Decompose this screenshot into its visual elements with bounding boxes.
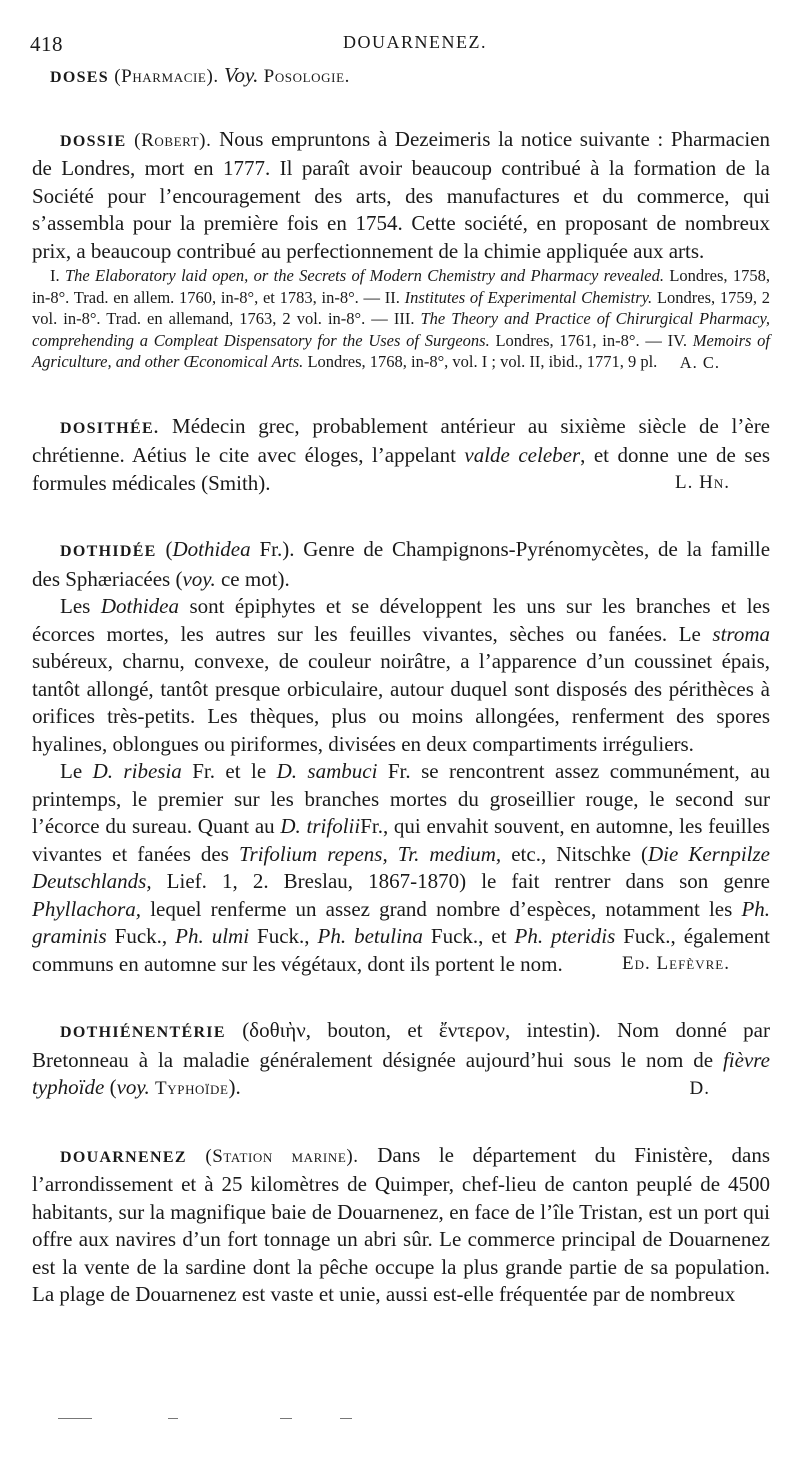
dossie-bibliography bbox=[32, 265, 770, 373]
headword-douarnenez: DOUARNENEZ bbox=[60, 1148, 187, 1166]
biblio-title-2: Institutes of Experimental Chemistry. bbox=[404, 287, 653, 307]
biblio-pub-2: Londres, 1759, 2 vol. in-8°. Trad. en allemand, 1763, 2 vol. in-8°. — bbox=[32, 287, 771, 328]
dothidee-p1-text-2: sont épiphytes et se développent les uns sur les branches et les écorces mortes, les autres sur les feuilles vivantes, sèches ou fanées. Le bbox=[32, 594, 771, 646]
dothidee-p2-text-4: Fr., qui envahit souvent, en automne, les feuilles vivantes et fanées des bbox=[32, 814, 770, 866]
headword-dosithee: DOSITHÉE. bbox=[60, 419, 160, 437]
footer-mark bbox=[340, 1418, 352, 1419]
dothidee-p2-species-2: D. sambuci bbox=[276, 759, 378, 783]
douarnenez-text: Dans le département du Finistère, dans l’arrondissement et à 25 kilomètres de Quimper, chef-lieu de canton peuplé de 4500 habitants, sur la magnifique baie de Douarnenez, en face de l’île Tristan, est un port qui offre aux navires d’un fort tonnage un abri sûr. Le commerce principal de Douarnenez est la vente de la sardine dont la pêche occupe la plus grande partie de sa population. La plage de Douarnenez est vaste et unie, aussi est-elle fréquentée par de nombreux bbox=[32, 1142, 771, 1306]
dothidee-p2-text-1: Le bbox=[60, 759, 83, 783]
signature-dothienenterie: D. bbox=[689, 1077, 710, 1099]
dothidee-p1-genus: Dothidea bbox=[100, 594, 179, 618]
entry-doses bbox=[32, 62, 770, 92]
dothienenterie-voy: voy. bbox=[116, 1075, 150, 1099]
footer-mark bbox=[280, 1418, 292, 1419]
dothidee-p2-species-6: Ph. graminis bbox=[32, 896, 771, 948]
dothidee-p2-text-6: Lief. 1, 2. Breslau, 1867-1870) le fait rentrer dans son genre bbox=[166, 869, 771, 893]
entry-dosithee bbox=[32, 413, 770, 497]
headword-dossie: DOSSIE bbox=[60, 132, 127, 150]
dothidee-p2-text-9: Fuck., bbox=[257, 924, 310, 948]
headword-dothidee: DOTHIDÉE bbox=[60, 543, 157, 560]
dothienenterie-voy-open: ( bbox=[109, 1075, 117, 1099]
dothienenterie-etymology: (δοθιὴν, bouton, et ἔντερον, intestin). bbox=[242, 1018, 601, 1042]
biblio-title-4: Memoirs of Agriculture, and other Œconomical Arts. bbox=[32, 330, 770, 371]
doses-voy: Voy. bbox=[223, 63, 259, 87]
dothidee-p2-text-5: etc., Nitschke ( bbox=[511, 841, 648, 866]
dothidee-p2-text-2: Fr. et le bbox=[192, 759, 267, 783]
footer-mark bbox=[168, 1418, 178, 1419]
biblio-pub-1: Londres, 1758, in-8°. Trad. en allem. 1760, in-8°, et 1783, in-8°. — bbox=[32, 266, 771, 307]
dossie-name: (Robert). bbox=[134, 129, 212, 151]
dothidee-p2-species-8: Ph. betulina bbox=[317, 924, 423, 948]
dothidee-p2-species-7: Ph. ulmi bbox=[175, 924, 250, 948]
biblio-num-4: IV. bbox=[667, 330, 687, 350]
dothidee-def-1: Genre de Champignons-Pyrénomycètes, de la famille des Sphæriacées ( bbox=[32, 537, 771, 591]
headword-doses: DOSES bbox=[50, 69, 109, 86]
footer-mark bbox=[58, 1418, 92, 1419]
biblio-title-3: The Theory and Practice of Chirurgical Pharmacy, comprehending a Compleat Dispensatory for the Uses of Surgeons. bbox=[32, 309, 771, 350]
signature-dosithee: L. Hn. bbox=[675, 472, 730, 493]
dothidee-p2-text-8: Fuck., bbox=[114, 924, 168, 948]
running-title: DOUARNENEZ. bbox=[343, 32, 487, 52]
dosithee-text-1: Médecin grec, probablement antérieur au sixième siècle de l’ère chrétienne. Aétius le cite avec éloges, l’appelant bbox=[32, 413, 771, 467]
dothidee-p1-stroma: stroma bbox=[712, 621, 770, 646]
dothidee-p2-text-10: Fuck., et bbox=[430, 924, 507, 948]
doses-ref: Posologie. bbox=[263, 66, 350, 87]
biblio-pub-4: Londres, 1768, in-8°, vol. I ; vol. II, ibid., 1771, 9 pl. bbox=[307, 352, 658, 371]
biblio-title-1: The Elaboratory laid open, or the Secrets of Modern Chemistry and Pharmacy revealed. bbox=[64, 266, 664, 285]
page-number: 418 bbox=[30, 32, 63, 56]
dossie-text: Nous empruntons à Dezeimeris la notice suivante : Pharmacien de Londres, mort en 1777. Il paraît avoir beaucoup contribué à la formation de la Société pour l’encouragement des arts, des manufactures et du commerce, qui s’assembla pour la première fois en 1754. Cette société, en proposant de nombreux prix, a beaucoup contribué au perfectionnement de la chimie appliquée aux arts. bbox=[32, 126, 771, 263]
dothidee-genus: Dothidea bbox=[172, 537, 251, 561]
biblio-num-3: III. bbox=[393, 309, 415, 328]
dothidee-genus-close: Fr.). bbox=[259, 537, 295, 561]
entry-douarnenez bbox=[32, 1142, 770, 1309]
doses-label: (Pharmacie). bbox=[114, 66, 219, 87]
dothidee-p2-species-5: Phyllachora, bbox=[32, 896, 142, 921]
dothidee-p2-text-11: Fuck., également communs en automne sur les végétaux, dont ils portent le nom. bbox=[32, 924, 771, 976]
dosithee-latin: valde celeber bbox=[464, 443, 581, 467]
dothienenterie-ref: Typhoïde bbox=[155, 1078, 229, 1099]
entry-dothienenterie bbox=[32, 1017, 770, 1102]
dosithee-text-2: , et donne une de ses formules médicales (Smith). bbox=[32, 443, 770, 495]
douarnenez-label: (Station marine). bbox=[205, 1145, 359, 1167]
dothidee-p1-text-1: Les bbox=[60, 594, 91, 618]
footer-rule-marks bbox=[58, 1418, 358, 1424]
biblio-num-1: I. bbox=[50, 266, 60, 285]
dothidee-p1-text-3: subéreux, charnu, convexe, de couleur noirâtre, a l’apparence d’un coussinet épais, tantôt allongé, tantôt presque orbiculaire, autour duquel sont disposés des périthèces à orifices très-petits. Les thèques, plus ou moins allongées, renferment des spores hyalines, oblongues ou piriformes, divisées en deux compartiments irréguliers. bbox=[32, 649, 770, 756]
entry-dothidee bbox=[32, 536, 770, 977]
dothidee-genus-open: ( bbox=[165, 537, 173, 561]
dothidee-p2-text-7: lequel renferme un assez grand nombre d’espèces, notamment les bbox=[150, 896, 733, 921]
dothienenterie-text: Nom donné par Bretonneau à la maladie généralement désignée aujourd’hui sous le nom de bbox=[32, 1018, 770, 1072]
dothidee-p2-text-3: Fr. se rencontrent assez communément, au printemps, le premier sur les branches mortes du groseillier rouge, le second sur l’écorce du sureau. Quant au bbox=[32, 759, 771, 838]
biblio-num-2: II. bbox=[384, 287, 400, 307]
biblio-pub-3: Londres, 1761, in-8°. — bbox=[495, 330, 662, 350]
entry-dossie bbox=[32, 126, 770, 373]
dothidee-p2-species-4: Trifolium repens, Tr. medium, bbox=[239, 841, 502, 866]
dothidee-p2-species-3: D. trifolii bbox=[280, 814, 361, 838]
dothienenterie-close: ). bbox=[228, 1075, 241, 1099]
signature-dossie: A. C. bbox=[679, 352, 720, 372]
dothidee-def-2: ce mot). bbox=[220, 566, 290, 591]
running-head bbox=[30, 32, 770, 62]
dothienenterie-term: fièvre typhoïde bbox=[32, 1047, 770, 1099]
dothidee-p2-species-1: D. ribesia bbox=[92, 759, 182, 783]
dothidee-voy: voy. bbox=[182, 566, 216, 591]
headword-dothienenterie: DOTHIÉNENTÉRIE bbox=[60, 1024, 226, 1041]
dothidee-p2-book: Die Kernpilze Deutschlands, bbox=[32, 841, 771, 893]
dothidee-p2-species-9: Ph. pteridis bbox=[514, 924, 616, 948]
signature-dothidee: Ed. Lefèvre. bbox=[622, 953, 730, 974]
page-content bbox=[32, 62, 770, 1309]
